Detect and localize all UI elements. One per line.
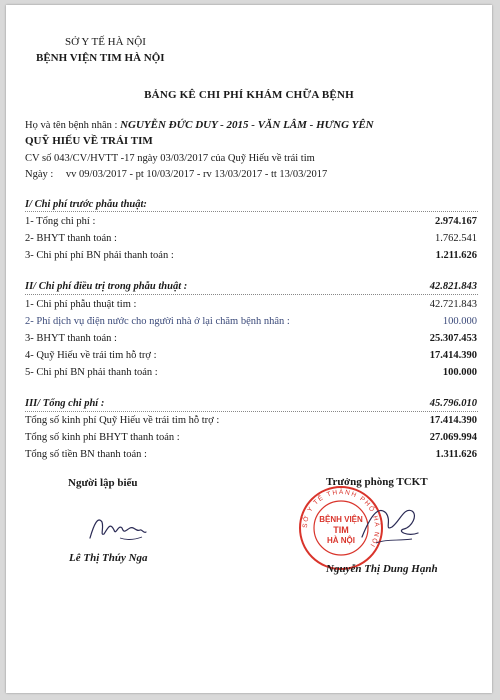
patient-value: NGUYỄN ĐỨC DUY - 2015 - VĂN LÂM - HƯNG YÊN: [120, 119, 374, 131]
fund-name: QUỸ HIẾU VỀ TRÁI TIM: [25, 135, 153, 147]
stamp-center-top: BỆNH VIỆN: [319, 515, 363, 524]
section2-rule: [25, 294, 478, 295]
document-title: BẢNG KÊ CHI PHÍ KHÁM CHỮA BỆNH: [144, 89, 354, 101]
section1-row-label: 1- Tổng chi phí :: [25, 216, 96, 227]
document-sheet: [6, 5, 492, 693]
section2-row-value: 25.307.453: [429, 333, 477, 344]
head-title: Trưởng phòng TCKT: [326, 476, 428, 488]
date-value: vv 09/03/2017 - pt 10/03/2017 - rv 13/03/2017 - tt 13/03/2017: [65, 169, 328, 180]
section1-rule: [25, 211, 478, 212]
section3-row-label: Tổng số kinh phí BHYT thanh toán :: [25, 432, 180, 443]
section1-row-label: 2- BHYT thanh toán :: [25, 233, 117, 244]
date-line: [25, 169, 327, 180]
section3-rule: [25, 411, 478, 412]
preparer-signature: [86, 510, 150, 546]
stamp-center-mid: TIM: [333, 525, 349, 535]
section3-row-value: 17.414.390: [429, 415, 477, 426]
section2-total: 42.821.843: [429, 281, 477, 292]
section1-row-label: 3- Chi phí phí BN phải thanh toán :: [25, 250, 174, 261]
section1-row-value: 2.974.167: [435, 216, 477, 227]
stamp-ring-text: SỞ Y TẾ THÀNH PHỐ HÀ NỘI: [301, 488, 381, 550]
preparer-name: Lê Thị Thúy Nga: [69, 552, 148, 564]
section2-title: II/ Chi phí điều trị trong phẫu thuật :: [25, 281, 188, 292]
section3-row-label: Tổng số tiền BN thanh toán :: [25, 449, 147, 460]
section1-row-value: 1.211.626: [435, 250, 477, 261]
section1-row-value: 1.762.541: [435, 233, 477, 244]
section2-row-label: 5- Chi phí BN phải thanh toán :: [25, 367, 158, 378]
section3-row-value: 1.311.626: [435, 449, 477, 460]
hospital-name: BỆNH VIỆN TIM HÀ NỘI: [36, 52, 165, 64]
preparer-title: Người lập biểu: [68, 477, 138, 489]
cv-line: CV số 043/CV/HVTT -17 ngày 03/03/2017 của Quỹ Hiếu về trái tim: [25, 153, 315, 164]
section3-title: III/ Tổng chi phí :: [25, 398, 105, 409]
section1-title: I/ Chi phí trước phẫu thuật:: [25, 199, 147, 210]
patient-label: Họ và tên bệnh nhân :: [25, 120, 121, 131]
section3-row-label: Tổng số kinh phí Quỹ Hiếu về trái tim hỗ trợ :: [25, 415, 220, 426]
patient-line: [25, 119, 374, 131]
section2-row-label: 3- BHYT thanh toán :: [25, 333, 117, 344]
head-signature: [356, 497, 426, 557]
section2-row-value: 17.414.390: [429, 350, 477, 361]
date-label: Ngày :: [25, 169, 54, 180]
section2-row-value: 42.721.843: [429, 299, 477, 310]
section2-row-value: 100.000: [442, 316, 477, 327]
ministry-name: SỞ Y TẾ HÀ NỘI: [65, 36, 146, 48]
head-name: Nguyễn Thị Dung Hạnh: [326, 563, 438, 575]
section2-row-label: 1- Chi phí phẫu thuật tim :: [25, 299, 137, 310]
section2-row-label: 4- Quỹ Hiếu về trái tim hỗ trợ :: [25, 350, 157, 361]
stamp-center-bottom: HÀ NỘI: [327, 536, 355, 545]
section2-row-value: 100.000: [442, 367, 477, 378]
section3-total: 45.796.010: [429, 398, 477, 409]
section2-row-label: 2- Phí dịch vụ điện nước cho người nhà ở lại chăm bệnh nhân :: [25, 316, 290, 327]
section3-row-value: 27.069.994: [429, 432, 477, 443]
